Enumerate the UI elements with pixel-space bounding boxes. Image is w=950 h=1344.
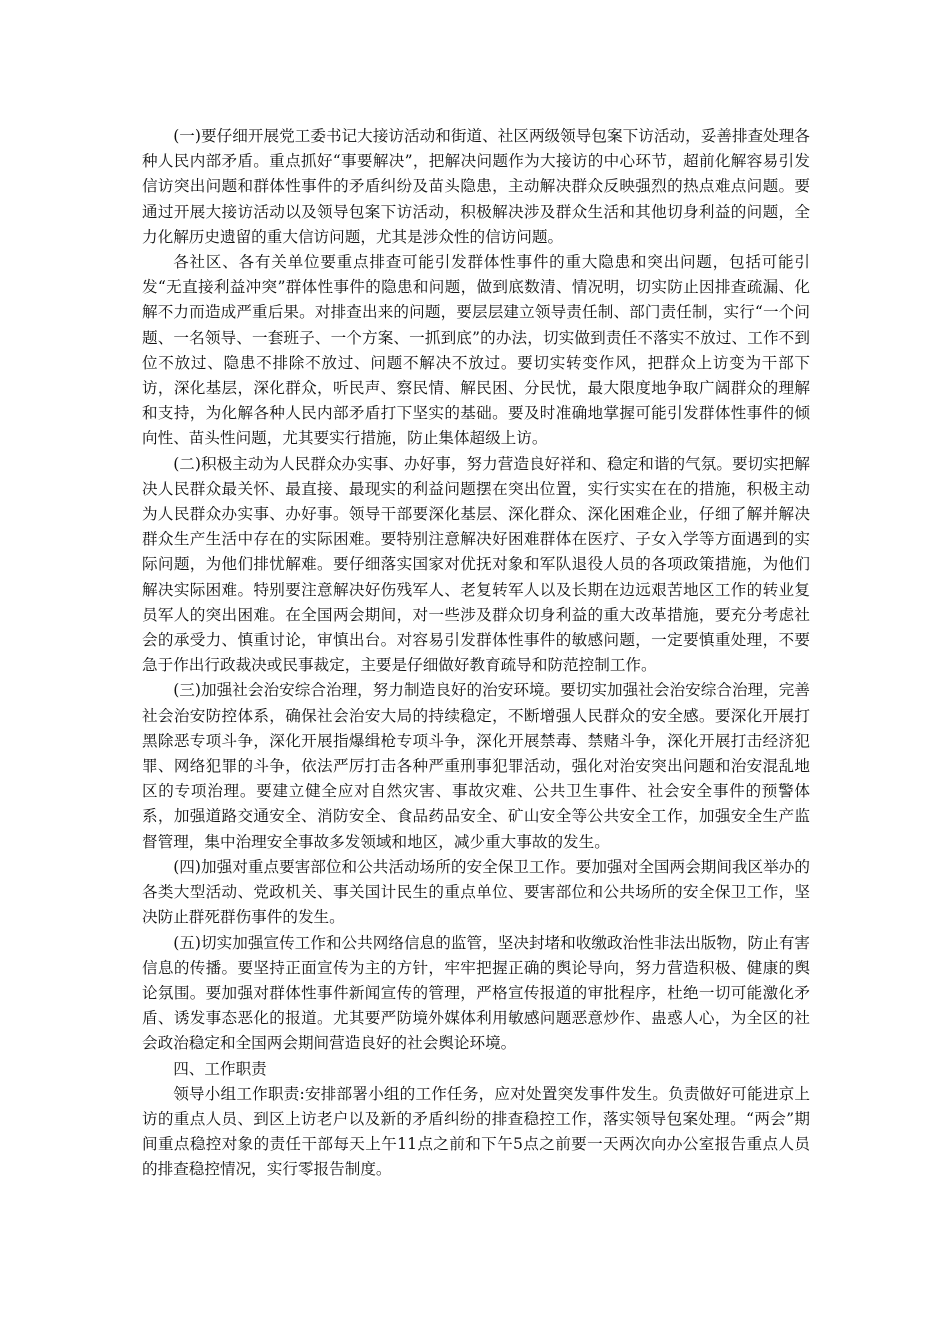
document-body [142,124,810,1183]
section-paragraph: 领导小组工作职责:安排部署小组的工作任务，应对处置突发事件发生。负责做好可能进京上访的重点人员、到区上访老户以及新的矛盾纠纷的排查稳控工作，落实领导包案处理。“两会”期间重点稳控对象的责任干部每天上午11点之前和下午5点之前要一天两次向办公室报告重点人员的排查稳控情况，实行零报告制度。 [142,1084,810,1179]
paragraph-3: (二)积极主动为人民群众办实事、办好事，努力营造良好祥和、稳定和谐的气氛。要切实把解决人民群众最关怀、最直接、最现实的利益问题摆在突出位置，实行实实在在的措施，积极主动为人民群众办实事、办好事。领导干部要深化基层、深化群众、深化困难企业，仔细了解并解决群众生产生活中存在的实际困难。要特别注意解决好困难群体在医疗、子女入学等方面遇到的实际问题，为他们排忧解难。要仔细落实国家对优抚对象和军队退役人员的各项政策措施，为他们解决实际困难。特别要注意解决好伤残军人、老复转军人以及长期在边远艰苦地区工作的转业复员军人的突出困难。在全国两会期间，对一些涉及群众切身利益的重大改革措施，要充分考虑社会的承受力、慎重讨论，审慎出台。对容易引发群体性事件的敏感问题，一定要慎重处理，不要急于作出行政裁决或民事裁定，主要是仔细做好教育疏导和防范控制工作。 [142,454,810,675]
paragraph-6: (五)切实加强宣传工作和公共网络信息的监管，坚决封堵和收缴政治性非法出版物，防止有害信息的传播。要坚持正面宣传为主的方针，牢牢把握正确的舆论导向，努力营造积极、健康的舆论氛围。要加强对群体性事件新闻宣传的管理，严格宣传报道的审批程序，杜绝一切可能激化矛盾、诱发事态恶化的报道。尤其要严防境外媒体利用敏感问题恶意炒作、蛊惑人心，为全区的社会政治稳定和全国两会期间营造良好的社会舆论环境。 [142,933,810,1053]
section-heading: 四、工作职责 [173,1059,267,1078]
paragraph-2: 各社区、各有关单位要重点排查可能引发群体性事件的重大隐患和突出问题，包括可能引发“无直接利益冲突”群体性事件的隐患和问题，做到底数清、情况明，切实防止因排查疏漏、化解不力而造成严重后果。对排查出来的问题，要层层建立领导责任制、部门责任制，实行“一个问题、一名领导、一套班子、一个方案、一抓到底”的办法，切实做到责任不落实不放过、工作不到位不放过、隐患不排除不放过、问题不解决不放过。要切实转变作风，把群众上访变为干部下访，深化基层，深化群众，听民声、察民情、解民困、分民忧，最大限度地争取广阔群众的理解和支持，为化解各种人民内部矛盾打下坚实的基础。要及时准确地掌握可能引发群体性事件的倾向性、苗头性问题，尤其要实行措施，防止集体超级上访。 [142,253,810,448]
paragraph-5: (四)加强对重点要害部位和公共活动场所的安全保卫工作。要加强对全国两会期间我区举办的各类大型活动、党政机关、事关国计民生的重点单位、要害部位和公共场所的安全保卫工作，坚决防止群死群伤事件的发生。 [142,857,810,927]
paragraph-1: (一)要仔细开展党工委书记大接访活动和街道、社区两级领导包案下访活动，妥善排查处理各种人民内部矛盾。重点抓好“事要解决”，把解决问题作为大接访的中心环节，超前化解容易引发信访突出问题和群体性事件的矛盾纠纷及苗头隐患，主动解决群众反映强烈的热点难点问题。要通过开展大接访活动以及领导包案下访活动，积极解决涉及群众生活和其他切身利益的问题，全力化解历史遗留的重大信访问题，尤其是涉众性的信访问题。 [142,127,810,246]
paragraph-4: (三)加强社会治安综合治理，努力制造良好的治安环境。要切实加强社会治安综合治理，完善社会治安防控体系，确保社会治安大局的持续稳定，不断增强人民群众的安全感。要深化开展打黑除恶专项斗争，深化开展指爆缉枪专项斗争，深化开展禁毒、禁赌斗争，深化开展打击经济犯罪、网络犯罪的斗争，依法严厉打击各种严重刑事犯罪活动，强化对治安突出问题和治安混乱地区的专项治理。要建立健全应对自然灾害、事故灾难、公共卫生事件、社会安全事件的预警体系，加强道路交通安全、消防安全、食品药品安全、矿山安全等公共安全工作，加强安全生产监督管理，集中治理安全事故多发领域和地区，减少重大事故的发生。 [142,681,810,851]
